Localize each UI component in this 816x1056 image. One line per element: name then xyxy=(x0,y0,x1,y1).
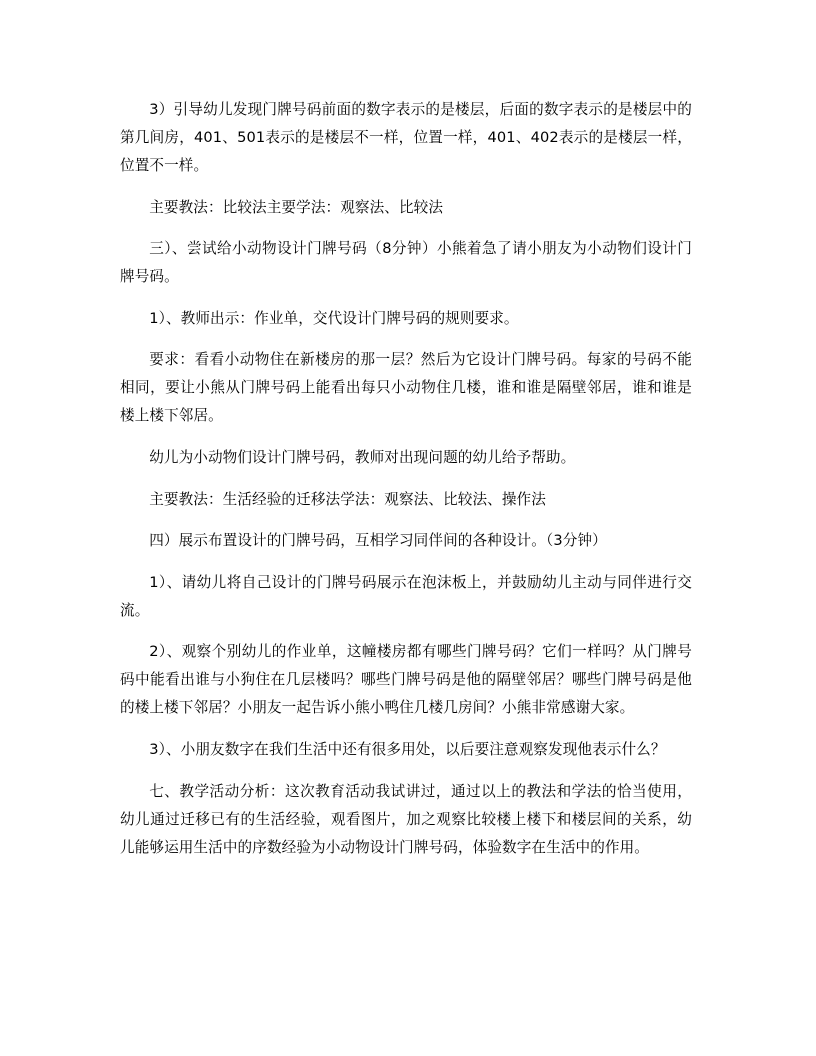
paragraph-methods-2: 主要教法：生活经验的迁移法学法：观察法、比较法、操作法 xyxy=(149,490,546,508)
paragraph-observe: 2）、观察个别幼儿的作业单，这幢楼房都有哪些门牌号码？它们一样吗？从门牌号码中能看出谁与小狗住在几层楼吗？哪些门牌号码是他的隔壁邻居？哪些门牌号码是他的楼上楼下邻居？小朋友一起告诉小熊小鸭住几楼几房间？小熊非常感谢大家。 xyxy=(120,643,692,717)
paragraph-analysis: 七、教学活动分析：这次教育活动我试讲过，通过以上的教法和学法的恰当使用，幼儿通过迁移已有的生活经验，观看图片，加之观察比较楼上楼下和楼层间的关系，幼儿能够运用生活中的序数经验为小动物设计门牌号码，体验数字在生活中的作用。 xyxy=(120,782,692,856)
paragraph-numbers-in-life: 3）、小朋友数字在我们生活中还有很多用处，以后要注意观察发现他表示什么？ xyxy=(149,740,666,758)
paragraph-section-four: 四）展示布置设计的门牌号码，互相学习同伴间的各种设计。（3分钟） xyxy=(149,532,607,550)
paragraph-methods-1: 主要教法：比较法主要学法：观察法、比较法 xyxy=(149,198,444,216)
paragraph-section-three: 三）、尝试给小动物设计门牌号码（8分钟）小熊着急了请小朋友为小动物们设计门牌号码。 xyxy=(120,240,692,286)
paragraph-requirements: 要求：看看小动物住在新楼房的那一层？然后为它设计门牌号码。每家的号码不能相同，要让小熊从门牌号码上能看出每只小动物住几楼，谁和谁是隔壁邻居，谁和谁是楼上楼下邻居。 xyxy=(120,351,692,425)
paragraph-display: 1）、请幼儿将自己设计的门牌号码展示在泡沫板上，并鼓励幼儿主动与同伴进行交流。 xyxy=(120,573,692,619)
paragraph-worksheet: 1）、教师出示：作业单，交代设计门牌号码的规则要求。 xyxy=(149,309,519,327)
paragraph-children-design: 幼儿为小动物们设计门牌号码，教师对出现问题的幼儿给予帮助。 xyxy=(149,448,576,466)
document-body xyxy=(120,96,692,875)
paragraph-guide-floor-numbers: 3）引导幼儿发现门牌号码前面的数字表示的是楼层，后面的数字表示的是楼层中的第几间房，401、501表示的是楼层不一样，位置一样，401、402表示的是楼层一样，位置不一样。 xyxy=(120,101,692,174)
